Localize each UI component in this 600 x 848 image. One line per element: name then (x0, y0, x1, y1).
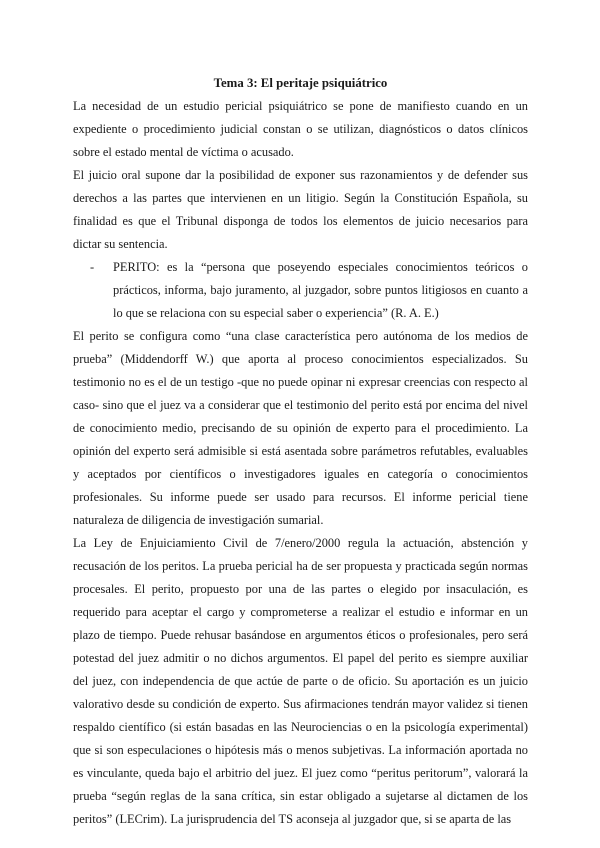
list-item (73, 256, 528, 325)
paragraph-perito: El perito se configura como “una clase característica pero autónoma de los medios de prueba” (Middendorff W.) que aporta al proceso conocimientos especializados. Su testimonio no es el de un testigo -que no puede opinar ni expresar creencias con respecto al caso- sino que el juez va a considerar que el testimonio del perito está por encima del nivel de conocimiento medio, precisando de su opinión de experto para el procedimiento. La opinión del experto será admisible si está asentada sobre parámetros refutables, evaluables y aceptados por científicos o investigadores iguales en categoría o conocimientos profesionales. Su informe puede ser usado para recursos. El informe pericial tiene naturaleza de diligencia de investigación sumarial. (73, 329, 528, 527)
list-marker: - (90, 260, 95, 274)
document-title: Tema 3: El peritaje psiquiátrico (213, 76, 388, 90)
paragraph-ley-enjuiciamiento: La Ley de Enjuiciamiento Civil de 7/enero/2000 regula la actuación, abstención y recusación de los peritos. La prueba pericial ha de ser propuesta y practicada según normas procesales. El perito, propuesto por una de las partes o elegido por insaculación, es requerido para aceptar el cargo y comprometerse a realizar el estudio e informar en un plazo de tiempo. Puede rehusar basándose en argumentos éticos o profesionales, pero será potestad del juez admitir o no dichos argumentos. El papel del perito es siempre auxiliar del juez, con independencia de que actúe de parte o de oficio. Su aportación es un juicio valorativo desde su condición de experto. Sus afirmaciones tendrán mayor validez si tienen respaldo científico (si están basadas en las Neurociencias o en la psicología experimental) que si son especulaciones o hipótesis más o menos subjetivas. La información aportada no es vinculante, queda bajo el arbitrio del juez. El juez como “peritus peritorum”, valorará la prueba “según reglas de la sana crítica, sin estar obligado a sujetarse al dictamen de los peritos” (LECrim). La jurisprudencia del TS aconseja al juzgador que, si se aparta de las (73, 536, 528, 826)
definition-list (73, 256, 528, 325)
document-body (73, 72, 528, 831)
list-item-text: PERITO: es la “persona que poseyendo especiales conocimientos teóricos o prácticos, informa, bajo juramento, al juzgador, sobre puntos litigiosos en cuanto a lo que se relaciona con su especial saber o experiencia” (R. A. E.) (113, 260, 528, 320)
paragraph-intro: La necesidad de un estudio pericial psiquiátrico se pone de manifiesto cuando en un expediente o procedimiento judicial constan o se utilizan, diagnósticos o datos clínicos sobre el estado mental de víctima o acusado. (73, 99, 528, 159)
paragraph-juicio-oral: El juicio oral supone dar la posibilidad de exponer sus razonamientos y de defender sus derechos a las partes que intervienen en un litigio. Según la Constitución Española, su finalidad es que el Tribunal disponga de todos los elementos de juicio necesarios para dictar su sentencia. (73, 168, 528, 251)
